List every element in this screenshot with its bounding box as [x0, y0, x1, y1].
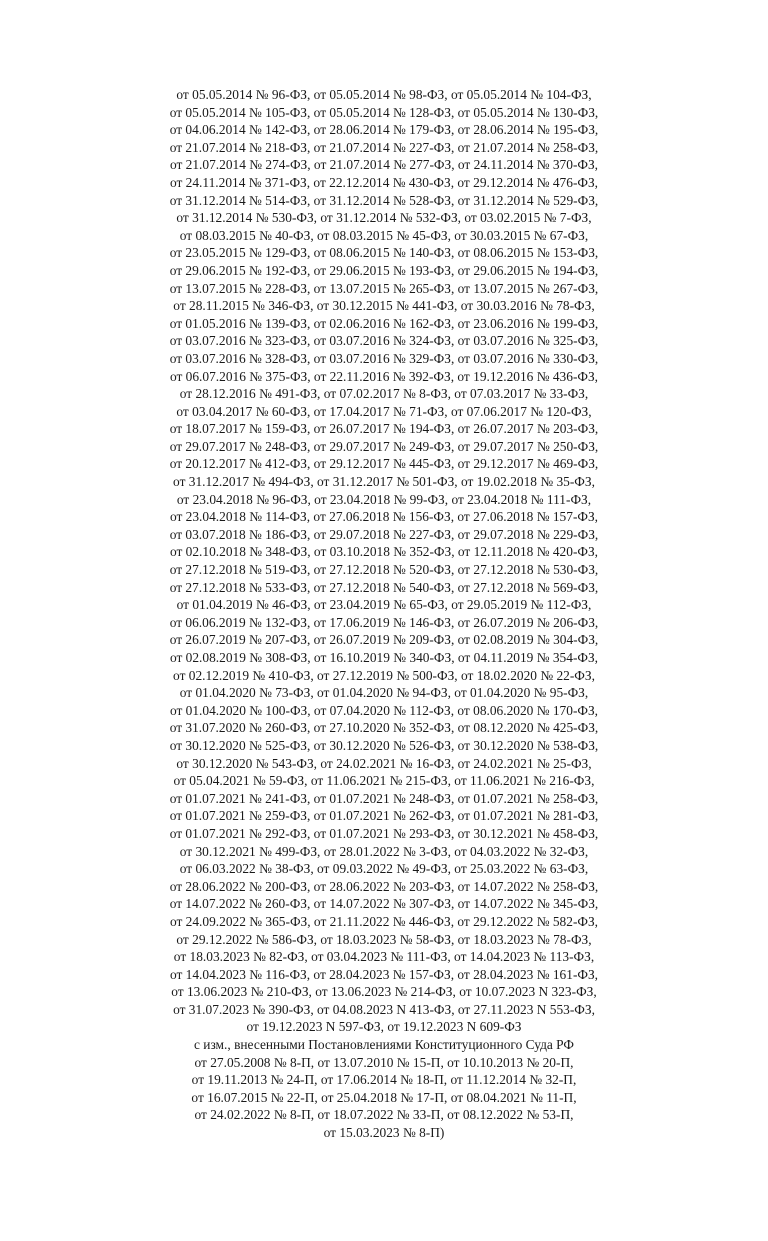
amendment-line: от 28.12.2016 № 491-ФЗ, от 07.02.2017 № 8-ФЗ, от 07.03.2017 № 33-ФЗ,	[179, 386, 589, 402]
amendment-line: от 28.06.2022 № 200-ФЗ, от 28.06.2022 № 203-ФЗ, от 14.07.2022 № 258-ФЗ,	[169, 878, 599, 894]
amendment-line: от 01.07.2021 № 259-ФЗ, от 01.07.2021 № 262-ФЗ, от 01.07.2021 № 281-ФЗ,	[169, 808, 599, 824]
amendment-line: от 02.10.2018 № 348-ФЗ, от 03.10.2018 № 352-ФЗ, от 12.11.2018 № 420-ФЗ,	[169, 544, 599, 560]
amendment-line: от 27.12.2018 № 519-ФЗ, от 27.12.2018 № 520-ФЗ, от 27.12.2018 № 530-ФЗ,	[169, 562, 599, 578]
amendment-line: от 01.05.2016 № 139-ФЗ, от 02.06.2016 № 162-ФЗ, от 23.06.2016 № 199-ФЗ,	[169, 315, 599, 331]
amendment-line: от 21.07.2014 № 218-ФЗ, от 21.07.2014 № 227-ФЗ, от 21.07.2014 № 258-ФЗ,	[169, 139, 599, 155]
court-amendment-line: от 27.05.2008 № 8-П, от 13.07.2010 № 15-П, от 10.10.2013 № 20-П,	[194, 1054, 574, 1070]
amendment-line: от 04.06.2014 № 142-ФЗ, от 28.06.2014 № 179-ФЗ, от 28.06.2014 № 195-ФЗ,	[169, 122, 599, 138]
amendment-line: от 21.07.2014 № 274-ФЗ, от 21.07.2014 № 277-ФЗ, от 24.11.2014 № 370-ФЗ,	[169, 157, 599, 173]
amendment-line: от 26.07.2019 № 207-ФЗ, от 26.07.2019 № 209-ФЗ, от 02.08.2019 № 304-ФЗ,	[169, 632, 599, 648]
amendment-line: от 14.07.2022 № 260-ФЗ, от 14.07.2022 № 307-ФЗ, от 14.07.2022 № 345-ФЗ,	[169, 896, 599, 912]
amendment-line: от 01.07.2021 № 241-ФЗ, от 01.07.2021 № 248-ФЗ, от 01.07.2021 № 258-ФЗ,	[169, 790, 599, 806]
court-amendment-line: от 24.02.2022 № 8-П, от 18.07.2022 № 33-П, от 08.12.2022 № 53-П,	[194, 1107, 574, 1123]
amendment-line: от 18.07.2017 № 159-ФЗ, от 26.07.2017 № 194-ФЗ, от 26.07.2017 № 203-ФЗ,	[169, 421, 599, 437]
court-amendment-line: от 19.11.2013 № 24-П, от 17.06.2014 № 18-П, от 11.12.2014 № 32-П,	[191, 1072, 577, 1088]
amendment-line: от 01.04.2020 № 100-ФЗ, от 07.04.2020 № 112-ФЗ, от 08.06.2020 № 170-ФЗ,	[169, 702, 599, 718]
amendment-line: от 03.07.2018 № 186-ФЗ, от 29.07.2018 № 227-ФЗ, от 29.07.2018 № 229-ФЗ,	[169, 526, 599, 542]
amendment-line: от 05.05.2014 № 96-ФЗ, от 05.05.2014 № 98-ФЗ, от 05.05.2014 № 104-ФЗ,	[176, 87, 592, 102]
amendment-line: от 20.12.2017 № 412-ФЗ, от 29.12.2017 № 445-ФЗ, от 29.12.2017 № 469-ФЗ,	[169, 456, 599, 472]
amendment-line: от 23.05.2015 № 129-ФЗ, от 08.06.2015 № 140-ФЗ, от 08.06.2015 № 153-ФЗ,	[169, 245, 599, 261]
amendment-line: от 23.04.2018 № 114-ФЗ, от 27.06.2018 № 156-ФЗ, от 27.06.2018 № 157-ФЗ,	[169, 509, 599, 525]
amendment-line: от 29.07.2017 № 248-ФЗ, от 29.07.2017 № 249-ФЗ, от 29.07.2017 № 250-ФЗ,	[169, 438, 599, 454]
amendment-line: от 01.04.2019 № 46-ФЗ, от 23.04.2019 № 65-ФЗ, от 29.05.2019 № 112-ФЗ,	[176, 597, 592, 613]
amendment-line: от 28.11.2015 № 346-ФЗ, от 30.12.2015 № 441-ФЗ, от 30.03.2016 № 78-ФЗ,	[173, 298, 595, 314]
amendment-line: от 02.12.2019 № 410-ФЗ, от 27.12.2019 № 500-ФЗ, от 18.02.2020 № 22-ФЗ,	[173, 667, 595, 683]
amendment-line: от 30.12.2021 № 499-ФЗ, от 28.01.2022 № 3-ФЗ, от 04.03.2022 № 32-ФЗ,	[179, 843, 589, 859]
amendment-line: от 31.07.2023 № 390-ФЗ, от 04.08.2023 N 413-ФЗ, от 27.11.2023 N 553-ФЗ,	[173, 1001, 595, 1017]
amendment-line: от 06.03.2022 № 38-ФЗ, от 09.03.2022 № 49-ФЗ, от 25.03.2022 № 63-ФЗ,	[179, 861, 589, 877]
amendment-line: от 05.04.2021 № 59-ФЗ, от 11.06.2021 № 215-ФЗ, от 11.06.2021 № 216-ФЗ,	[173, 773, 595, 789]
court-amendment-line: от 15.03.2023 № 8-П)	[323, 1125, 445, 1141]
amendment-line: от 06.07.2016 № 375-ФЗ, от 22.11.2016 № 392-ФЗ, от 19.12.2016 № 436-ФЗ,	[169, 368, 599, 384]
amendment-line: от 30.12.2020 № 525-ФЗ, от 30.12.2020 № 526-ФЗ, от 30.12.2020 № 538-ФЗ,	[169, 737, 599, 753]
amendment-line: от 05.05.2014 № 105-ФЗ, от 05.05.2014 № 128-ФЗ, от 05.05.2014 № 130-ФЗ,	[169, 104, 599, 120]
amendment-line: от 02.08.2019 № 308-ФЗ, от 16.10.2019 № 340-ФЗ, от 04.11.2019 № 354-ФЗ,	[169, 650, 599, 665]
court-amendment-line: от 16.07.2015 № 22-П, от 25.04.2018 № 17-П, от 08.04.2021 № 11-П,	[191, 1089, 577, 1105]
amendment-line: от 24.09.2022 № 365-ФЗ, от 21.11.2022 № 446-ФЗ, от 29.12.2022 № 582-ФЗ,	[169, 913, 599, 929]
amendment-line: от 03.07.2016 № 323-ФЗ, от 03.07.2016 № 324-ФЗ, от 03.07.2016 № 325-ФЗ,	[169, 333, 599, 349]
amendment-line: от 30.12.2020 № 543-ФЗ, от 24.02.2021 № 16-ФЗ, от 24.02.2021 № 25-ФЗ,	[176, 755, 592, 771]
amendment-line: от 24.11.2014 № 371-ФЗ, от 22.12.2014 № 430-ФЗ, от 29.12.2014 № 476-ФЗ,	[169, 174, 599, 190]
constitutional-court-amendments	[0, 1036, 768, 1142]
document-page	[0, 86, 768, 1142]
amendment-line: от 01.04.2020 № 73-ФЗ, от 01.04.2020 № 94-ФЗ, от 01.04.2020 № 95-ФЗ,	[179, 685, 589, 701]
amendment-line: от 23.04.2018 № 96-ФЗ, от 23.04.2018 № 99-ФЗ, от 23.04.2018 № 111-ФЗ,	[176, 491, 592, 507]
amendment-line: от 03.07.2016 № 328-ФЗ, от 03.07.2016 № 329-ФЗ, от 03.07.2016 № 330-ФЗ,	[169, 350, 599, 366]
amendment-list	[0, 86, 768, 1036]
amendment-line: от 01.07.2021 № 292-ФЗ, от 01.07.2021 № 293-ФЗ, от 30.12.2021 № 458-ФЗ,	[169, 825, 599, 841]
amendment-line: от 29.06.2015 № 192-ФЗ, от 29.06.2015 № 193-ФЗ, от 29.06.2015 № 194-ФЗ,	[169, 262, 599, 278]
amendment-line: от 13.07.2015 № 228-ФЗ, от 13.07.2015 № 265-ФЗ, от 13.07.2015 № 267-ФЗ,	[169, 280, 599, 296]
amendment-line: от 27.12.2018 № 533-ФЗ, от 27.12.2018 № 540-ФЗ, от 27.12.2018 № 569-ФЗ,	[169, 579, 599, 595]
amendment-line: от 08.03.2015 № 40-ФЗ, от 08.03.2015 № 45-ФЗ, от 30.03.2015 № 67-ФЗ,	[179, 227, 589, 243]
amendment-line: от 13.06.2023 № 210-ФЗ, от 13.06.2023 № 214-ФЗ, от 10.07.2023 N 323-ФЗ,	[171, 984, 597, 1000]
amendment-line: от 06.06.2019 № 132-ФЗ, от 17.06.2019 № 146-ФЗ, от 26.07.2019 № 206-ФЗ,	[169, 614, 599, 630]
amendment-line: от 31.12.2014 № 530-ФЗ, от 31.12.2014 № 532-ФЗ, от 03.02.2015 № 7-ФЗ,	[176, 210, 592, 226]
amendment-line: от 18.03.2023 № 82-ФЗ, от 03.04.2023 № 111-ФЗ, от 14.04.2023 № 113-ФЗ,	[173, 949, 595, 965]
amendment-line: от 14.04.2023 № 116-ФЗ, от 28.04.2023 № 157-ФЗ, от 28.04.2023 № 161-ФЗ,	[169, 966, 599, 982]
amendment-line: от 31.12.2014 № 514-ФЗ, от 31.12.2014 № 528-ФЗ, от 31.12.2014 № 529-ФЗ,	[169, 192, 599, 208]
court-amendment-line: с изм., внесенными Постановлениями Конституционного Суда РФ	[194, 1037, 574, 1053]
amendment-line: от 19.12.2023 N 597-ФЗ, от 19.12.2023 N 609-ФЗ	[246, 1019, 522, 1035]
amendment-line: от 31.12.2017 № 494-ФЗ, от 31.12.2017 № 501-ФЗ, от 19.02.2018 № 35-ФЗ,	[173, 474, 595, 490]
amendment-line: от 29.12.2022 № 586-ФЗ, от 18.03.2023 № 58-ФЗ, от 18.03.2023 № 78-ФЗ,	[176, 931, 592, 947]
amendment-line: от 31.07.2020 № 260-ФЗ, от 27.10.2020 № 352-ФЗ, от 08.12.2020 № 425-ФЗ,	[169, 720, 599, 736]
amendment-line: от 03.04.2017 № 60-ФЗ, от 17.04.2017 № 71-ФЗ, от 07.06.2017 № 120-ФЗ,	[176, 403, 592, 419]
